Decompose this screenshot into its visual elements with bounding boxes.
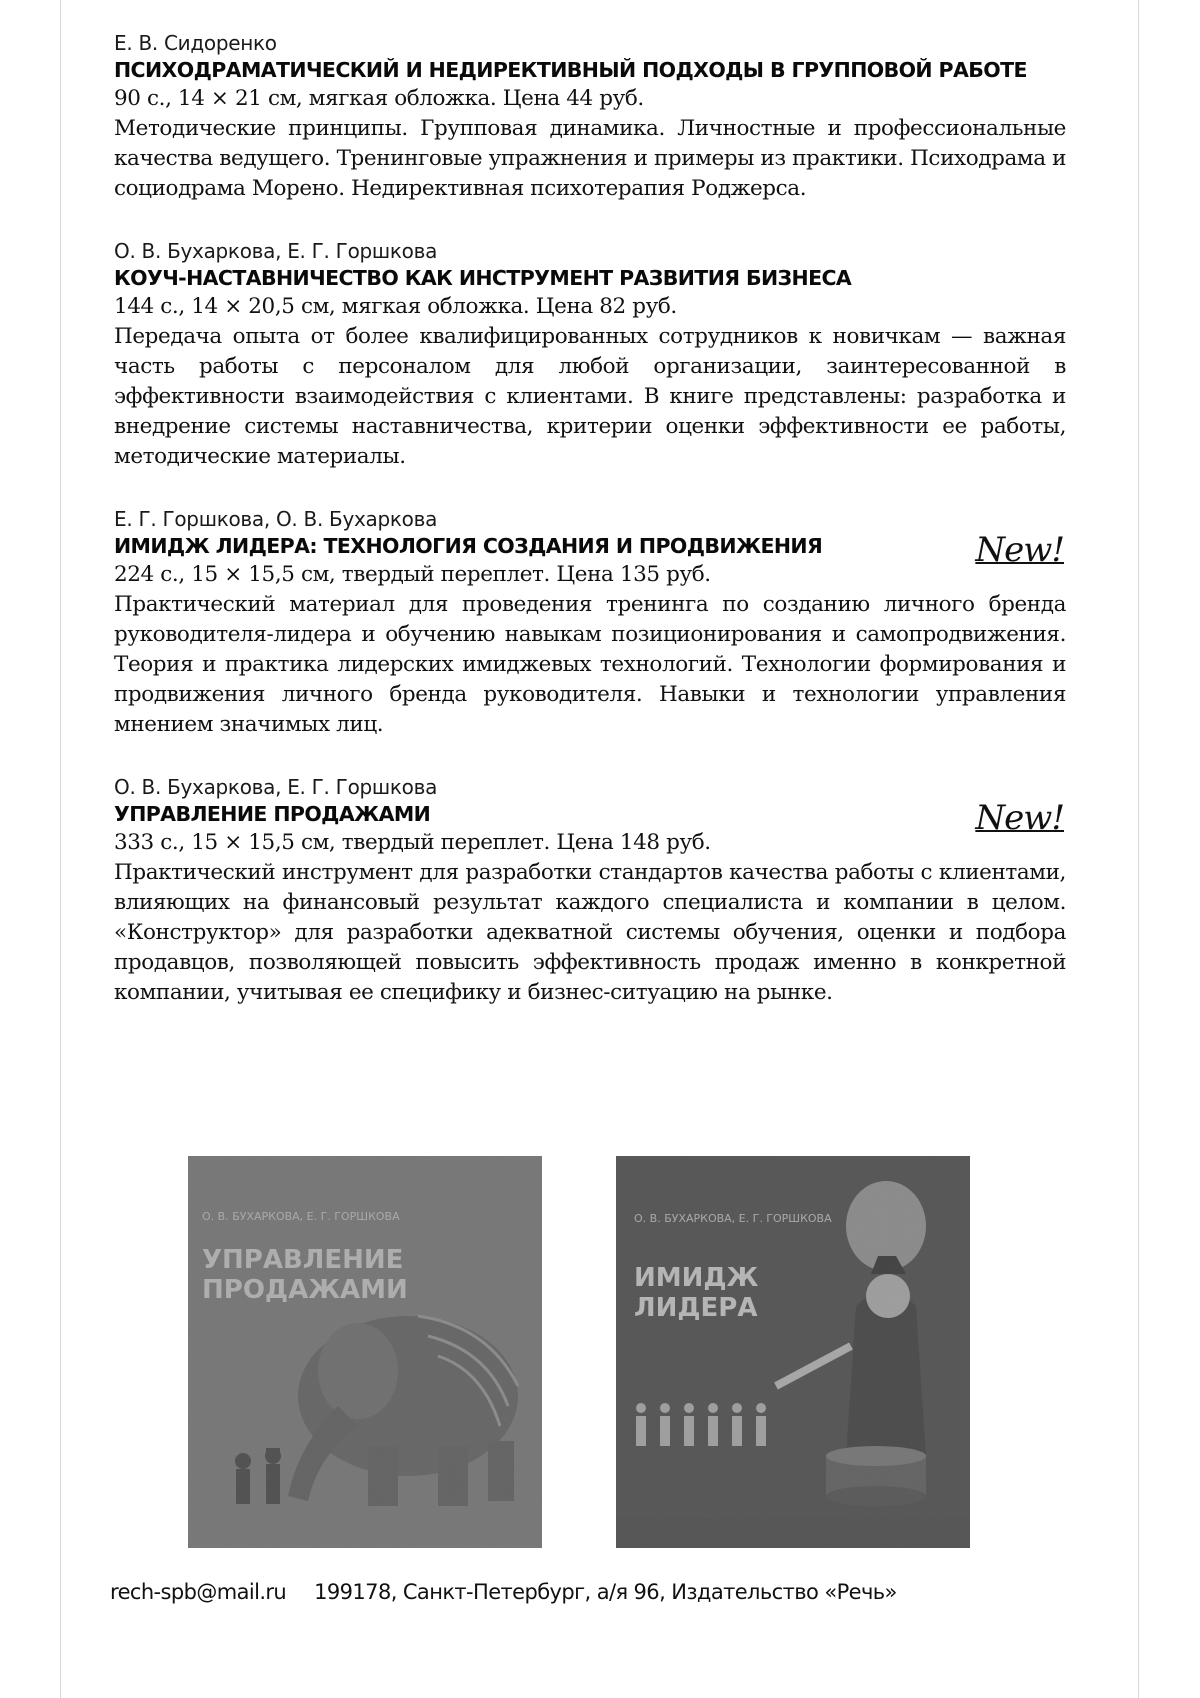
new-badge: New!: [975, 530, 1064, 570]
book-entry: [114, 774, 1066, 1008]
book-entry: [114, 30, 1066, 204]
book-author: О. В. Бухаркова, Е. Г. Горшкова: [114, 239, 438, 263]
publisher-email[interactable]: rech-spb@mail.ru: [110, 1580, 287, 1604]
cover-sales-management-image: [188, 1156, 542, 1548]
book-description: Практический материал для проведения тренинга по созданию личного бренда руководителя-лидера и обучению навыкам позиционирования и самопродвижения. Теория и практика лидерских имиджевых технологий. Технологии формирования и продвижения личного бренда руководителя. Навыки и технологии управления мнением значимых лиц.: [114, 592, 1066, 737]
cover-title-line2: ПРОДАЖАМИ: [202, 1275, 408, 1305]
cover-title-line1: УПРАВЛЕНИЕ: [202, 1245, 404, 1275]
book-author: Е. Г. Горшкова, О. В. Бухаркова: [114, 507, 438, 531]
book-specs: 333 с., 15 × 15,5 см, твердый переплет. Цена 148 руб.: [114, 830, 711, 855]
book-specs: 144 с., 14 × 20,5 см, мягкая обложка. Цена 82 руб.: [114, 294, 677, 319]
cover-title-line1: ИМИДЖ: [634, 1263, 759, 1293]
cover-authors: О. В. БУХАРКОВА, Е. Г. ГОРШКОВА: [202, 1210, 400, 1223]
book-title: ИМИДЖ ЛИДЕРА: ТЕХНОЛОГИЯ СОЗДАНИЯ И ПРОДВИЖЕНИЯ: [114, 534, 823, 558]
book-description: Передача опыта от более квалифицированных сотрудников к новичкам — важная часть работы с персоналом для любой организации, заинтересованной в эффективности взаимодействия с клиентами. В книге представлены: разработка и внедрение системы наставничества, критерии оценки эффективности ее работы, методические материалы.: [114, 324, 1066, 469]
book-author: Е. В. Сидоренко: [114, 31, 277, 55]
cover-leader-image-image: [616, 1156, 970, 1548]
book-author: О. В. Бухаркова, Е. Г. Горшкова: [114, 775, 438, 799]
book-description: Методические принципы. Групповая динамика. Личностные и профессиональные качества ведущего. Тренинговые упражнения и примеры из практики. Психодрама и социодрама Морено. Недирективная психотерапия Роджерса.: [114, 116, 1066, 201]
book-entry: [114, 238, 1066, 472]
book-specs: 90 с., 14 × 21 см, мягкая обложка. Цена 44 руб.: [114, 86, 644, 111]
cover-sales-management: [188, 1156, 542, 1548]
book-specs: 224 с., 15 × 15,5 см, твердый переплет. Цена 135 руб.: [114, 562, 711, 587]
publisher-address: 199178, Санкт-Петербург, а/я 96, Издательство «Речь»: [314, 1580, 897, 1604]
new-badge: New!: [975, 798, 1064, 838]
book-title: УПРАВЛЕНИЕ ПРОДАЖАМИ: [114, 802, 431, 826]
book-entry: [114, 506, 1066, 740]
book-description: Практический инструмент для разработки стандартов качества работы с клиентами, влияющих на финансовый результат каждого специалиста и компании в целом. «Конструктор» для разработки адекватной системы обучения, оценки и подбора продавцов, позволяющей повысить эффективность продаж именно в конкретной компании, учитывая ее специфику и бизнес-ситуацию на рынке.: [114, 860, 1066, 1005]
book-covers: [0, 1156, 1200, 1548]
book-title: ПСИХОДРАМАТИЧЕСКИЙ И НЕДИРЕКТИВНЫЙ ПОДХОДЫ В ГРУППОВОЙ РАБОТЕ: [114, 58, 1027, 82]
cover-leader-image: [616, 1156, 970, 1548]
catalog-listing: [114, 30, 1066, 1042]
cover-title-line2: ЛИДЕРА: [634, 1293, 758, 1323]
cover-authors: О. В. БУХАРКОВА, Е. Г. ГОРШКОВА: [634, 1212, 832, 1225]
publisher-footer: [110, 1580, 897, 1604]
book-title: КОУЧ-НАСТАВНИЧЕСТВО КАК ИНСТРУМЕНТ РАЗВИТИЯ БИЗНЕСА: [114, 266, 852, 290]
